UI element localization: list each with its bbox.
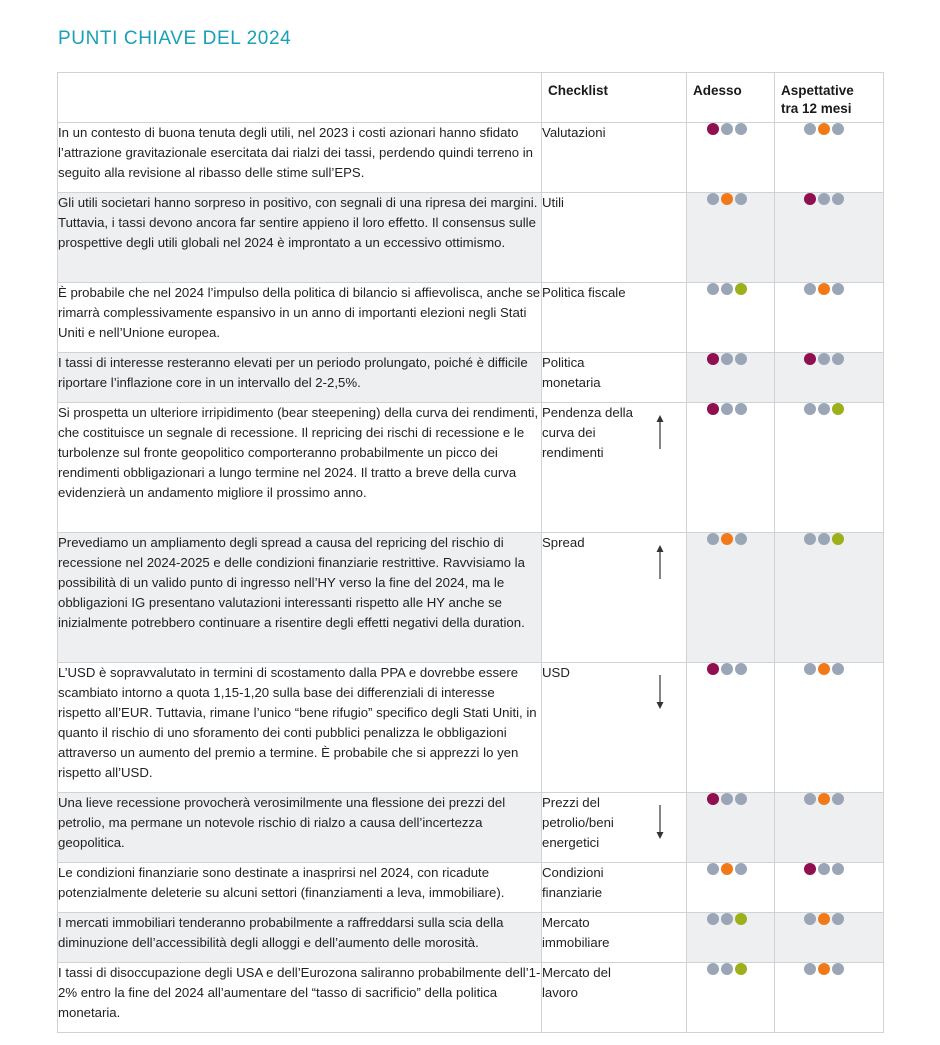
row-now-indicator (687, 793, 775, 863)
arrow-up-icon (656, 545, 664, 579)
header-now: Adesso (687, 73, 775, 123)
status-dot-grey (832, 793, 844, 805)
row-checklist (542, 793, 687, 863)
row-expected-indicator (775, 963, 884, 1033)
status-dot-orange (818, 913, 830, 925)
header-description (58, 73, 542, 123)
table-row (58, 403, 884, 533)
status-dot-grey (721, 663, 733, 675)
status-dot-green (735, 913, 747, 925)
status-dot-grey (721, 283, 733, 295)
table-row (58, 963, 884, 1033)
status-dot-grey (721, 963, 733, 975)
checklist-label: Politica monetaria (542, 355, 601, 390)
status-dot-grey (707, 913, 719, 925)
status-dot-red (707, 403, 719, 415)
table-row (58, 863, 884, 913)
row-expected-indicator (775, 793, 884, 863)
arrow-up-icon (656, 415, 664, 449)
checklist-label: Condizioni finanziarie (542, 865, 604, 900)
table-body (58, 123, 884, 1033)
row-now-indicator (687, 123, 775, 193)
arrow-down-icon (656, 805, 664, 839)
status-dot-orange (721, 863, 733, 875)
status-dot-grey (735, 123, 747, 135)
checklist-label: Mercato del lavoro (542, 965, 611, 1000)
header-expected-line2: tra 12 mesi (781, 101, 852, 116)
row-checklist (542, 353, 687, 403)
status-dot-green (832, 403, 844, 415)
row-expected-indicator (775, 123, 884, 193)
row-now-indicator (687, 193, 775, 283)
status-dot-grey (735, 663, 747, 675)
status-dot-grey (804, 123, 816, 135)
status-dot-grey (832, 863, 844, 875)
row-checklist (542, 193, 687, 283)
row-description: In un contesto di buona tenuta degli utili, nel 2023 i costi azionari hanno sfidato l’attrazione gravitazionale esercitata dai rialzi dei tassi, perdendo quindi terreno in seguito alla revisione al ribasso delle stime sull’EPS. (58, 123, 542, 193)
status-dot-grey (804, 793, 816, 805)
checklist-label: Prezzi del petrolio/beni energetici (542, 795, 614, 850)
row-now-indicator (687, 533, 775, 663)
header-expected (775, 73, 884, 123)
status-dot-orange (721, 533, 733, 545)
checklist-label: Mercato immobiliare (542, 915, 610, 950)
status-dot-grey (804, 533, 816, 545)
status-dot-orange (818, 963, 830, 975)
table-row (58, 663, 884, 793)
status-dot-grey (818, 353, 830, 365)
row-description: Le condizioni finanziarie sono destinate a inasprirsi nel 2024, con ricadute potenzialmente deleterie su alcuni settori (finanziamenti a leva, immobiliare). (58, 863, 542, 913)
row-expected-indicator (775, 863, 884, 913)
status-dot-grey (818, 863, 830, 875)
header-checklist: Checklist (542, 73, 687, 123)
row-checklist (542, 863, 687, 913)
table-row (58, 533, 884, 663)
status-dot-grey (735, 863, 747, 875)
status-dot-grey (735, 193, 747, 205)
table-header-row (58, 73, 884, 123)
status-dot-grey (818, 403, 830, 415)
row-description: Gli utili societari hanno sorpreso in positivo, con segnali di una ripresa dei margini. Tuttavia, i tassi devono ancora far sentire appieno il loro effetto. Il consensus sulle prospettive degli utili globali nel 2024 è improntato a un eccessivo ottimismo. (58, 193, 542, 283)
checklist-label: Pendenza della curva dei rendimenti (542, 405, 633, 460)
status-dot-orange (818, 283, 830, 295)
status-dot-grey (804, 663, 816, 675)
row-description: L’USD è sopravvalutato in termini di scostamento dalla PPA e dovrebbe essere scambiato intorno a quota 1,15-1,20 sulla base dei differenziali di interesse rispetto all’EUR. Tuttavia, rimane l’unico “bene rifugio” specifico degli Stati Uniti, in quanto il rischio di uno sforamento dei conti pubblici penalizza le obbligazioni attraverso un aumento del premio a termine. È probabile che si apprezzi lo yen rispetto all’USD. (58, 663, 542, 793)
status-dot-grey (721, 123, 733, 135)
status-dot-grey (707, 863, 719, 875)
row-checklist (542, 663, 687, 793)
status-dot-grey (804, 963, 816, 975)
status-dot-green (735, 283, 747, 295)
status-dot-grey (832, 123, 844, 135)
table-row (58, 283, 884, 353)
status-dot-grey (735, 533, 747, 545)
row-expected-indicator (775, 353, 884, 403)
row-description: I mercati immobiliari tenderanno probabilmente a raffreddarsi sulla scia della diminuzione dell’accessibilità degli alloggi e dell’aumento delle morosità. (58, 913, 542, 963)
row-expected-indicator (775, 403, 884, 533)
row-now-indicator (687, 283, 775, 353)
row-description: Una lieve recessione provocherà verosimilmente una flessione dei prezzi del petrolio, ma permane un notevole rischio di rialzo a causa dell’incertezza geopolitica. (58, 793, 542, 863)
status-dot-grey (804, 283, 816, 295)
status-dot-orange (818, 793, 830, 805)
status-dot-grey (804, 403, 816, 415)
row-expected-indicator (775, 913, 884, 963)
status-dot-grey (832, 913, 844, 925)
row-now-indicator (687, 913, 775, 963)
status-dot-grey (707, 193, 719, 205)
status-dot-red (707, 353, 719, 365)
status-dot-red (804, 863, 816, 875)
checklist-label: Valutazioni (542, 125, 606, 140)
row-description: Prevediamo un ampliamento degli spread a causa del repricing del rischio di recessione nel 2024-2025 e delle condizioni finanziarie restrittive. Ravvisiamo la possibilità di un valido punto di ingresso nell’HY verso la fine del 2024, ma le obbligazioni IG presentano valutazioni interessanti rispetto alle HY anche se inizialmente potrebbero continuare a risentire degli effetti negativi della duration. (58, 533, 542, 663)
checklist-label: USD (542, 665, 570, 680)
row-checklist (542, 283, 687, 353)
status-dot-grey (721, 353, 733, 365)
row-now-indicator (687, 663, 775, 793)
status-dot-grey (735, 793, 747, 805)
status-dot-orange (818, 123, 830, 135)
status-dot-grey (832, 663, 844, 675)
status-dot-grey (818, 533, 830, 545)
row-now-indicator (687, 403, 775, 533)
status-dot-grey (818, 193, 830, 205)
page-title: PUNTI CHIAVE DEL 2024 (58, 28, 292, 49)
table-row (58, 193, 884, 283)
row-description: Si prospetta un ulteriore irripidimento (bear steepening) della curva dei rendimenti, che costituisce un segnale di recessione. Il repricing dei rischi di recessione e le turbolenze sul fronte geopolitico comporteranno probabilmente un picco dei rendimenti obbligazionari a lungo termine nel 2024. Il tratto a breve della curva evidenzierà un andamento migliore il prossimo anno. (58, 403, 542, 533)
status-dot-grey (707, 963, 719, 975)
table-row (58, 913, 884, 963)
row-expected-indicator (775, 193, 884, 283)
row-description: I tassi di disoccupazione degli USA e dell’Eurozona saliranno probabilmente dell’1-2% entro la fine del 2024 all’aumentare del “tasso di sacrificio” della politica monetaria. (58, 963, 542, 1033)
status-dot-green (735, 963, 747, 975)
row-checklist (542, 403, 687, 533)
status-dot-grey (707, 283, 719, 295)
key-points-table (57, 72, 884, 1033)
status-dot-grey (832, 193, 844, 205)
status-dot-red (707, 793, 719, 805)
status-dot-grey (832, 283, 844, 295)
row-now-indicator (687, 863, 775, 913)
status-dot-red (707, 663, 719, 675)
checklist-label: Politica fiscale (542, 285, 626, 300)
status-dot-orange (818, 663, 830, 675)
row-now-indicator (687, 963, 775, 1033)
status-dot-grey (735, 353, 747, 365)
status-dot-grey (707, 533, 719, 545)
table-row (58, 123, 884, 193)
status-dot-grey (735, 403, 747, 415)
status-dot-grey (832, 963, 844, 975)
status-dot-grey (804, 913, 816, 925)
status-dot-grey (832, 353, 844, 365)
table-row (58, 353, 884, 403)
row-expected-indicator (775, 533, 884, 663)
table-row (58, 793, 884, 863)
row-checklist (542, 533, 687, 663)
arrow-down-icon (656, 675, 664, 709)
row-now-indicator (687, 353, 775, 403)
status-dot-grey (721, 913, 733, 925)
checklist-label: Spread (542, 535, 585, 550)
checklist-label: Utili (542, 195, 564, 210)
row-checklist (542, 963, 687, 1033)
status-dot-red (804, 353, 816, 365)
status-dot-grey (721, 403, 733, 415)
header-expected-line1: Aspettative (781, 83, 854, 98)
row-checklist (542, 123, 687, 193)
row-expected-indicator (775, 663, 884, 793)
status-dot-red (707, 123, 719, 135)
row-checklist (542, 913, 687, 963)
status-dot-green (832, 533, 844, 545)
row-description: I tassi di interesse resteranno elevati per un periodo prolungato, poiché è difficile riportare l’inflazione core in un intervallo del 2-2,5%. (58, 353, 542, 403)
status-dot-grey (721, 793, 733, 805)
status-dot-orange (721, 193, 733, 205)
row-description: È probabile che nel 2024 l’impulso della politica di bilancio si affievolisca, anche se rimarrà complessivamente espansivo in un anno di importanti elezioni negli Stati Uniti e nell’Unione europea. (58, 283, 542, 353)
row-expected-indicator (775, 283, 884, 353)
status-dot-red (804, 193, 816, 205)
